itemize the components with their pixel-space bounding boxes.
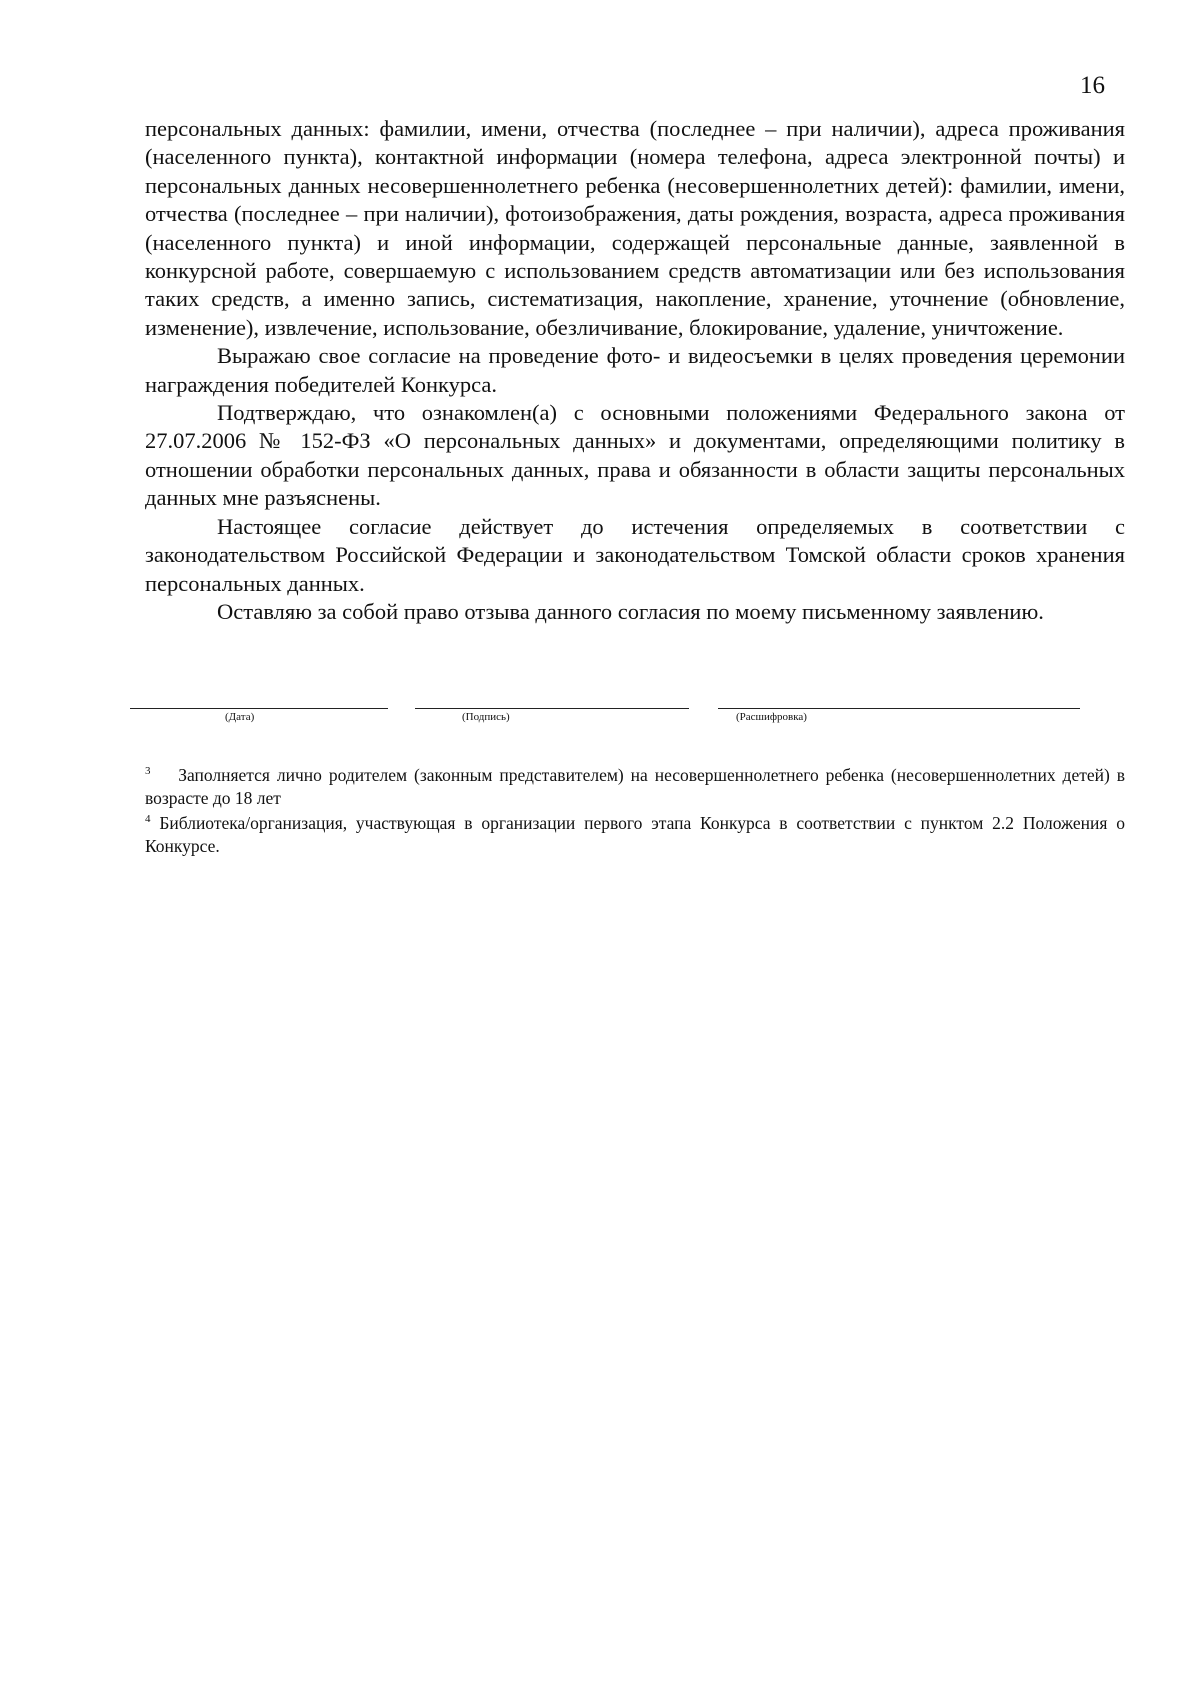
paragraph-validity: Настоящее согласие действует до истечения определяемых в соответствии с законодательством Российской Федерации и законодательством Томской области сроков хранения персональных данных. <box>145 513 1125 596</box>
paragraph-acknowledgement: Подтверждаю, что ознакомлен(а) с основными положениями Федерального закона от 27.07.2006 № 152-ФЗ «О персональных данных» и документами, определяющими политику в отношении обработки персональных данных, права и обязанности в области защиты персональных данных мне разъяснены. <box>145 400 1125 511</box>
consent-body <box>145 115 1125 626</box>
signature-caption: (Подпись) <box>462 711 510 723</box>
footnote-3-text: Заполняется лично родителем (законным представителем) на несовершеннолетнего ребенка (несовершеннолетних детей) в возрасте до 18 лет <box>145 765 1126 808</box>
signature-line <box>415 708 689 709</box>
footnote-3-marker: 3 <box>145 765 151 778</box>
footnote-4-text: Библиотека/организация, участвующая в организации первого этапа Конкурса в соответствии с пунктом 2.2 Положения о Конкурсе. <box>145 813 1126 856</box>
paragraph-personal-data-list: персональных данных: фамилии, имени, отчества (последнее – при наличии), адреса проживания (населенного пункта), контактной информации (номера телефона, адреса электронной почты) и персональных данных несовершеннолетнего ребенка (несовершеннолетних детей): фамилии, имени, отчества (последнее – при наличии), фотоизображения, даты рождения, возраста, адреса проживания (населенного пункта) и иной информации, содержащей персональные данные, заявленной в конкурсной работе, совершаемую с использованием средств автоматизации или без использования таких средств, а именно запись, систематизация, накопление, хранение, уточнение (обновление, изменение), извлечение, использование, обезличивание, блокирование, удаление, уничтожение. <box>145 116 1125 340</box>
name-decoding-line <box>718 708 1080 709</box>
page-number: 16 <box>1080 72 1105 99</box>
date-field[interactable] <box>130 708 388 723</box>
paragraph-revocation: Оставляю за собой право отзыва данного согласия по моему письменному заявлению. <box>217 598 1044 624</box>
name-decoding-field[interactable] <box>718 708 1080 723</box>
footnotes <box>145 764 1125 860</box>
footnote-4 <box>145 812 1125 858</box>
signature-block <box>130 708 1130 738</box>
footnote-3 <box>145 764 1125 810</box>
date-caption: (Дата) <box>225 711 255 723</box>
date-line <box>130 708 388 709</box>
footnote-4-marker: 4 <box>145 813 151 826</box>
name-decoding-caption: (Расшифровка) <box>736 711 807 723</box>
signature-field[interactable] <box>415 708 689 723</box>
paragraph-photo-consent: Выражаю свое согласие на проведение фото- и видеосъемки в целях проведения церемонии награждения победителей Конкурса. <box>145 343 1125 397</box>
